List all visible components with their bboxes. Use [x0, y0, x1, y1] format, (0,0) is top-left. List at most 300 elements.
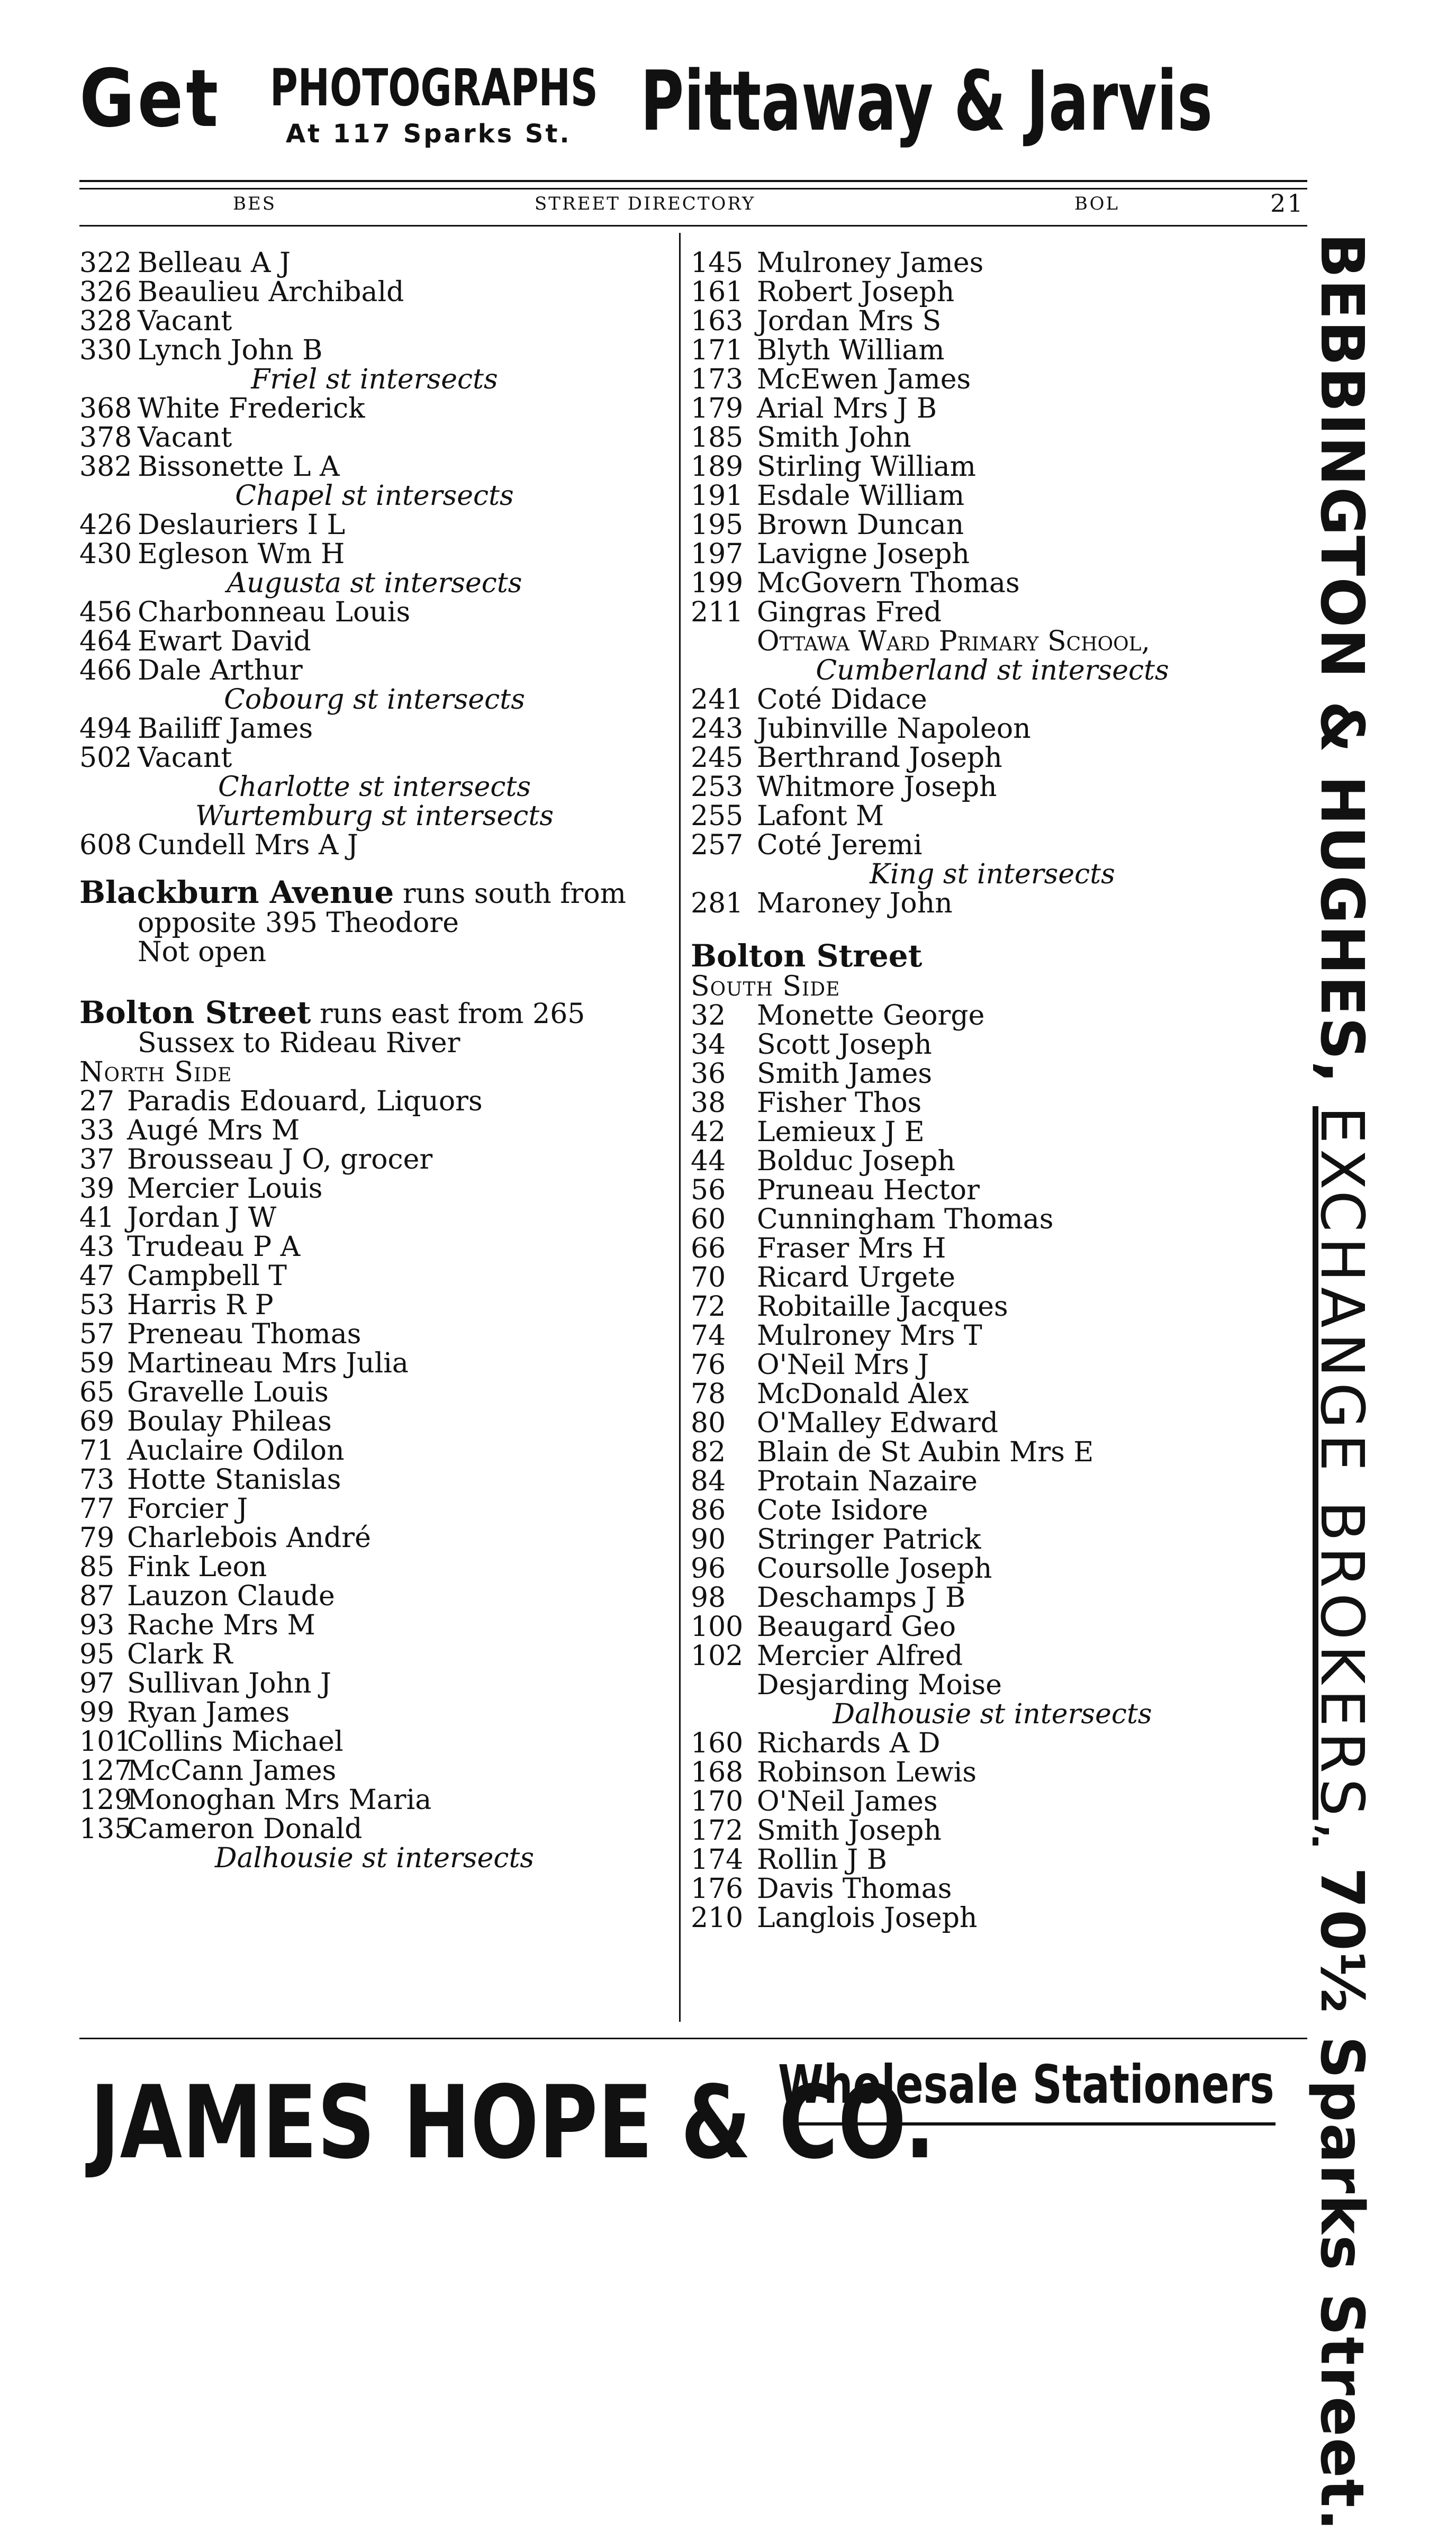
head-rule: [79, 225, 1307, 227]
resident-name: Cunningham Thomas: [757, 1204, 1054, 1235]
house-number: 608: [79, 829, 132, 861]
house-number: 255: [691, 800, 744, 832]
side-ad-trade: EXCHANGE BROKERS,: [1307, 1106, 1376, 1846]
house-number: 33: [79, 1115, 115, 1146]
directory-entry: [691, 685, 1294, 715]
resident-name: Deslauriers I L: [138, 509, 346, 541]
house-number: 456: [79, 596, 132, 628]
house-number: 199: [691, 567, 744, 599]
house-number: 326: [79, 276, 132, 308]
house-number: 97: [79, 1668, 115, 1699]
resident-name: Collins Michael: [127, 1726, 343, 1758]
house-number: 502: [79, 742, 132, 774]
directory-entry: [691, 598, 1294, 627]
resident-name: Ricard Urgete: [757, 1262, 955, 1294]
intersection-note: Charlotte st intersects: [218, 771, 531, 803]
house-number: 42: [691, 1116, 726, 1148]
house-number: 85: [79, 1551, 115, 1583]
resident-name: Stringer Patrick: [757, 1524, 981, 1556]
directory-entry: [79, 1291, 670, 1320]
house-number: 43: [79, 1231, 115, 1263]
resident-name: Coté Didace: [757, 684, 927, 716]
bolton-street-south-entry: [691, 939, 1294, 1933]
resident-name: Langlois Joseph: [757, 1902, 978, 1934]
directory-entry: [691, 307, 1294, 336]
resident-name: Cote Isidore: [757, 1495, 928, 1526]
blackburn-avenue-entry: [79, 876, 670, 967]
directory-entry: [79, 1669, 670, 1698]
directory-entry: [691, 1292, 1294, 1322]
resident-name: Lavigne Joseph: [757, 538, 970, 570]
house-number: 171: [691, 334, 744, 366]
ad-trade: Wholesale Stationers: [778, 2054, 1274, 2115]
directory-entry: [691, 1467, 1294, 1496]
directory-entry: [79, 1698, 670, 1728]
intersection-note: Dalhousie st intersects: [214, 1842, 535, 1874]
house-number: 466: [79, 655, 132, 686]
house-number: 27: [79, 1086, 115, 1117]
resident-name: Mulroney James: [757, 247, 984, 279]
house-number: 378: [79, 422, 132, 454]
house-number: 174: [691, 1844, 744, 1876]
directory-entry: [691, 1351, 1294, 1380]
entry-list: [691, 1729, 1294, 1933]
house-number: 69: [79, 1406, 115, 1437]
entry-list: [691, 685, 1294, 860]
directory-entry: [79, 1320, 670, 1349]
directory-entry: [691, 569, 1294, 598]
directory-entry: [79, 1553, 670, 1582]
resident-name: Smith John: [757, 422, 911, 454]
house-number: 34: [691, 1029, 726, 1061]
directory-entry: [79, 627, 670, 656]
house-number: 96: [691, 1553, 726, 1585]
directory-entry: [79, 511, 670, 540]
directory-entry: [691, 1060, 1294, 1089]
resident-name: Harris R P: [127, 1289, 274, 1321]
resident-name: Fraser Mrs H: [757, 1233, 946, 1264]
house-number: 191: [691, 480, 744, 512]
house-number: 101: [79, 1726, 132, 1758]
directory-entry: [79, 336, 670, 365]
house-number: 93: [79, 1609, 115, 1641]
resident-name: Brown Duncan: [757, 509, 964, 541]
resident-name: Richards A D: [757, 1728, 940, 1759]
house-number: 36: [691, 1058, 726, 1090]
side-ad-address: 70½ Sparks Street.: [1307, 1867, 1376, 2532]
house-number: 330: [79, 334, 132, 366]
directory-entry: [691, 1584, 1294, 1613]
house-number: 100: [691, 1611, 744, 1643]
directory-entry: [79, 540, 670, 569]
resident-name: Belleau A J: [138, 247, 291, 279]
side-advertisement: [1307, 233, 1440, 2532]
directory-entry: [691, 453, 1294, 482]
house-number: 145: [691, 247, 744, 279]
directory-entry: [691, 540, 1294, 569]
house-number: 163: [691, 305, 744, 337]
resident-name: Charbonneau Louis: [138, 596, 411, 628]
resident-name: Vacant: [138, 742, 232, 774]
house-number: 168: [691, 1757, 744, 1788]
house-number: 426: [79, 509, 132, 541]
house-number: 79: [79, 1522, 115, 1554]
directory-entry: [691, 249, 1294, 278]
resident-name: McCann James: [127, 1755, 337, 1787]
directory-entry: [691, 889, 1294, 918]
directory-entry: [691, 1001, 1294, 1030]
directory-entry: [691, 394, 1294, 423]
street-description: runs south from: [402, 878, 626, 910]
resident-name: Coursolle Joseph: [757, 1553, 992, 1585]
resident-name: Charlebois André: [127, 1522, 371, 1554]
resident-name: Egleson Wm H: [138, 538, 345, 570]
resident-name: Arial Mrs J B: [757, 393, 937, 424]
resident-name: Hotte Stanislas: [127, 1464, 341, 1496]
directory-entry: [79, 249, 670, 278]
house-number: 464: [79, 626, 132, 657]
directory-entry: [691, 423, 1294, 453]
house-number: 322: [79, 247, 132, 279]
resident-name: Bissonette L A: [138, 451, 340, 483]
directory-entry: [691, 1438, 1294, 1467]
entry-list: [79, 249, 670, 365]
top-rule-thin: [79, 188, 1307, 189]
house-number: 382: [79, 451, 132, 483]
directory-entry: [79, 1262, 670, 1291]
house-number: 59: [79, 1348, 115, 1379]
resident-name: Jordan J W: [127, 1202, 277, 1234]
intersection-note: Wurtemburg st intersects: [195, 800, 554, 832]
ad-studio-name: Pittaway & Jarvis: [640, 53, 1213, 149]
house-number: 39: [79, 1173, 115, 1205]
house-number: 257: [691, 829, 744, 861]
resident-name: Paradis Edouard, Liquors: [127, 1086, 483, 1117]
house-number: 176: [691, 1873, 744, 1905]
resident-name: McEwen James: [757, 364, 971, 395]
resident-name: Clark R: [127, 1639, 233, 1670]
resident-name: Cundell Mrs A J: [138, 829, 358, 861]
resident-name: Bailiff James: [138, 713, 313, 745]
resident-name: Lauzon Claude: [127, 1580, 335, 1612]
resident-name: Esdale William: [757, 480, 965, 512]
directory-entry: [691, 278, 1294, 307]
directory-entry: [79, 1349, 670, 1378]
intersection-note: Chapel st intersects: [235, 480, 514, 512]
resident-name: Forcier J: [127, 1493, 248, 1525]
entry-list: [79, 598, 670, 685]
resident-name: Boulay Phileas: [127, 1406, 332, 1437]
resident-name: McGovern Thomas: [757, 567, 1020, 599]
resident-name: Auclaire Odilon: [127, 1435, 345, 1467]
bottom-advertisement: [79, 2048, 1307, 2186]
directory-entry: [79, 1466, 670, 1495]
house-number: 70: [691, 1262, 726, 1294]
resident-name: Sullivan John J: [127, 1668, 331, 1699]
directory-entry: [691, 744, 1294, 773]
directory-entry: [79, 1436, 670, 1466]
directory-entry: [691, 1875, 1294, 1904]
house-number: 494: [79, 713, 132, 745]
house-number: 135: [79, 1813, 132, 1845]
entry-list: [691, 1001, 1294, 1671]
directory-entry: [79, 715, 670, 744]
street-heading: Bolton Street: [79, 994, 311, 1030]
resident-name: Blain de St Aubin Mrs E: [757, 1436, 1094, 1468]
ad-underline: [783, 2122, 1276, 2126]
house-number: 241: [691, 684, 744, 716]
running-head-title: STREET DIRECTORY: [535, 193, 756, 214]
house-number: 173: [691, 364, 744, 395]
directory-entry: [79, 453, 670, 482]
intersection-note: Cobourg st intersects: [224, 684, 525, 716]
resident-name: Lynch John B: [138, 334, 323, 366]
directory-entry: [691, 1758, 1294, 1787]
top-advertisement: [79, 32, 1307, 169]
street-heading: Blackburn Avenue: [79, 874, 394, 910]
house-number: 37: [79, 1144, 115, 1175]
house-number: 90: [691, 1524, 726, 1556]
resident-name: Augé Mrs M: [127, 1115, 300, 1146]
resident-name: Scott Joseph: [757, 1029, 932, 1061]
directory-entry: [79, 423, 670, 453]
resident-name: Cameron Donald: [127, 1813, 363, 1845]
column-divider: [679, 233, 681, 2022]
house-number: 98: [691, 1582, 726, 1614]
directory-entry: [691, 1904, 1294, 1933]
house-number: 77: [79, 1493, 115, 1525]
resident-name: Ryan James: [127, 1697, 290, 1729]
resident-name: Preneau Thomas: [127, 1318, 361, 1350]
house-number: 161: [691, 276, 744, 308]
house-number: 195: [691, 509, 744, 541]
resident-name: Robinson Lewis: [757, 1757, 977, 1788]
directory-entry: [691, 773, 1294, 802]
directory-entry: [79, 1582, 670, 1611]
resident-name: Maroney John: [757, 888, 953, 919]
directory-entry: [691, 511, 1294, 540]
resident-name: Whitmore Joseph: [757, 771, 997, 803]
resident-name: Ewart David: [138, 626, 311, 657]
directory-entry: [79, 656, 670, 685]
directory-entry: [691, 1263, 1294, 1292]
resident-name: Gravelle Louis: [127, 1377, 329, 1408]
directory-entry: [691, 1322, 1294, 1351]
entry-list: [79, 1087, 670, 1844]
house-number: 47: [79, 1260, 115, 1292]
directory-entry: [691, 1846, 1294, 1875]
directory-entry: [79, 831, 670, 860]
directory-entry: [691, 1554, 1294, 1584]
house-number: 430: [79, 538, 132, 570]
resident-name: Beaulieu Archibald: [138, 276, 404, 308]
intersection-note: Augusta st intersects: [227, 567, 522, 599]
house-number: 87: [79, 1580, 115, 1612]
house-number: 78: [691, 1378, 726, 1410]
resident-name: Gingras Fred: [757, 596, 942, 628]
resident-name: Rache Mrs M: [127, 1609, 315, 1641]
street-description: runs east from 265: [319, 998, 585, 1030]
house-number: 185: [691, 422, 744, 454]
resident-name: Bolduc Joseph: [757, 1145, 955, 1177]
house-number: 189: [691, 451, 744, 483]
side-label: South Side: [691, 971, 840, 1002]
directory-entry: [79, 1640, 670, 1669]
intersection-note: Cumberland st intersects: [816, 655, 1169, 686]
resident-name: Dale Arthur: [138, 655, 303, 686]
resident-name: Lemieux J E: [757, 1116, 925, 1148]
street-heading: Bolton Street: [691, 938, 923, 974]
entry-list: [79, 831, 670, 860]
house-number: 56: [691, 1174, 726, 1206]
resident-name: Blyth William: [757, 334, 945, 366]
directory-entry: [79, 1728, 670, 1757]
resident-name: Monette George: [757, 1000, 985, 1032]
house-number: 60: [691, 1204, 726, 1235]
directory-entry: [691, 1642, 1294, 1671]
resident-name: Vacant: [138, 422, 232, 454]
house-number: 41: [79, 1202, 115, 1234]
directory-entry: [79, 1145, 670, 1174]
entry-list: [79, 394, 670, 482]
house-number: 71: [79, 1435, 115, 1467]
street-description-line: Sussex to Rideau River: [138, 1027, 460, 1059]
entry-list: [79, 715, 670, 773]
house-number: 211: [691, 596, 744, 628]
resident-name: Coté Jeremi: [757, 829, 923, 861]
directory-entry: [79, 394, 670, 423]
directory-entry: [79, 1087, 670, 1116]
resident-name: Pruneau Hector: [757, 1174, 980, 1206]
resident-name: Smith Joseph: [757, 1815, 942, 1847]
directory-entry: [79, 1815, 670, 1844]
resident-name: Campbell T: [127, 1260, 287, 1292]
resident-name: O'Neil James: [757, 1786, 938, 1817]
house-number: 99: [79, 1697, 115, 1729]
directory-entry: [79, 598, 670, 627]
resident-name: McDonald Alex: [757, 1378, 969, 1410]
house-number: 82: [691, 1436, 726, 1468]
house-number: 170: [691, 1786, 744, 1817]
house-number: 65: [79, 1377, 115, 1408]
resident-name: Lafont M: [757, 800, 884, 832]
directory-entry: [79, 1116, 670, 1145]
side-label: North Side: [79, 1056, 232, 1088]
resident-name: Fisher Thos: [757, 1087, 922, 1119]
entry-list: [691, 889, 1294, 918]
street-status: Not open: [138, 936, 267, 968]
directory-entry: [79, 1204, 670, 1233]
page-number: 21: [1270, 189, 1305, 218]
resident-name: O'Neil Mrs J: [757, 1349, 929, 1381]
house-number: 44: [691, 1145, 726, 1177]
entry-list: [691, 249, 1294, 627]
resident-name: Monoghan Mrs Maria: [127, 1784, 432, 1816]
directory-entry: [691, 1613, 1294, 1642]
directory-entry: [691, 802, 1294, 831]
resident-name: Mercier Alfred: [757, 1640, 963, 1672]
house-number: 197: [691, 538, 744, 570]
intersection-note: Friel st intersects: [251, 364, 498, 395]
house-number: 210: [691, 1902, 744, 1934]
directory-entry: [79, 1611, 670, 1640]
resident-name: Jordan Mrs S: [757, 305, 942, 337]
house-number: 95: [79, 1639, 115, 1670]
directory-entry: [79, 278, 670, 307]
resident-name: Smith James: [757, 1058, 933, 1090]
resident-name: Robert Joseph: [757, 276, 955, 308]
house-number: 172: [691, 1815, 744, 1847]
ad-address: At 117 Sparks St.: [286, 119, 572, 149]
house-number: 72: [691, 1291, 726, 1323]
house-number: 38: [691, 1087, 726, 1119]
directory-entry: [79, 1524, 670, 1553]
street-description-line: opposite 395 Theodore: [138, 907, 459, 939]
resident-name: Berthrand Joseph: [757, 742, 1002, 774]
directory-entry: [691, 336, 1294, 365]
directory-entry: [79, 1378, 670, 1407]
directory-entry: [691, 1496, 1294, 1525]
house-number: 102: [691, 1640, 744, 1672]
running-head: [79, 189, 1307, 220]
directory-entry: [691, 1176, 1294, 1205]
directory-entry: [691, 1205, 1294, 1234]
house-number: 245: [691, 742, 744, 774]
directory-entry: [691, 715, 1294, 744]
bolton-street-entry: [79, 996, 670, 1873]
ad-firm-name: JAMES HOPE & CO.: [90, 2064, 935, 2181]
resident-name: O'Malley Edward: [757, 1407, 999, 1439]
directory-entry: [79, 1757, 670, 1786]
directory-entry: [691, 1816, 1294, 1846]
directory-entry: [691, 482, 1294, 511]
directory-entry: [691, 1787, 1294, 1816]
directory-entry: [691, 1118, 1294, 1147]
house-number: 129: [79, 1784, 132, 1816]
extra-resident: Desjarding Moise: [757, 1669, 1002, 1701]
house-number: 328: [79, 305, 132, 337]
bottom-rule: [79, 2038, 1307, 2039]
right-column: [691, 249, 1294, 1933]
ad-photographs-word: PHOTOGRAPHS: [270, 58, 598, 117]
resident-name: Brousseau J O, grocer: [127, 1144, 433, 1175]
resident-name: Stirling William: [757, 451, 976, 483]
resident-name: Rollin J B: [757, 1844, 887, 1876]
house-number: 179: [691, 393, 744, 424]
directory-entry: [691, 1409, 1294, 1438]
intersection-note: Dalhousie st intersects: [833, 1698, 1152, 1730]
entry-list: [79, 511, 670, 569]
school-entry: Ottawa Ward Primary School,: [757, 626, 1151, 657]
resident-name: Deschamps J B: [757, 1582, 966, 1614]
house-number: 66: [691, 1233, 726, 1264]
directory-entry: [79, 1407, 670, 1436]
house-number: 84: [691, 1466, 726, 1497]
resident-name: Mercier Louis: [127, 1173, 323, 1205]
house-number: 73: [79, 1464, 115, 1496]
running-head-right: BOL: [1074, 193, 1120, 214]
house-number: 74: [691, 1320, 726, 1352]
house-number: 243: [691, 713, 744, 745]
directory-entry: [79, 1233, 670, 1262]
directory-entry: [79, 744, 670, 773]
directory-entry: [79, 1174, 670, 1204]
resident-name: Mulroney Mrs T: [757, 1320, 982, 1352]
house-number: 253: [691, 771, 744, 803]
directory-entry: [691, 1089, 1294, 1118]
directory-entry: [691, 1234, 1294, 1263]
intersection-note: King st intersects: [870, 858, 1115, 890]
